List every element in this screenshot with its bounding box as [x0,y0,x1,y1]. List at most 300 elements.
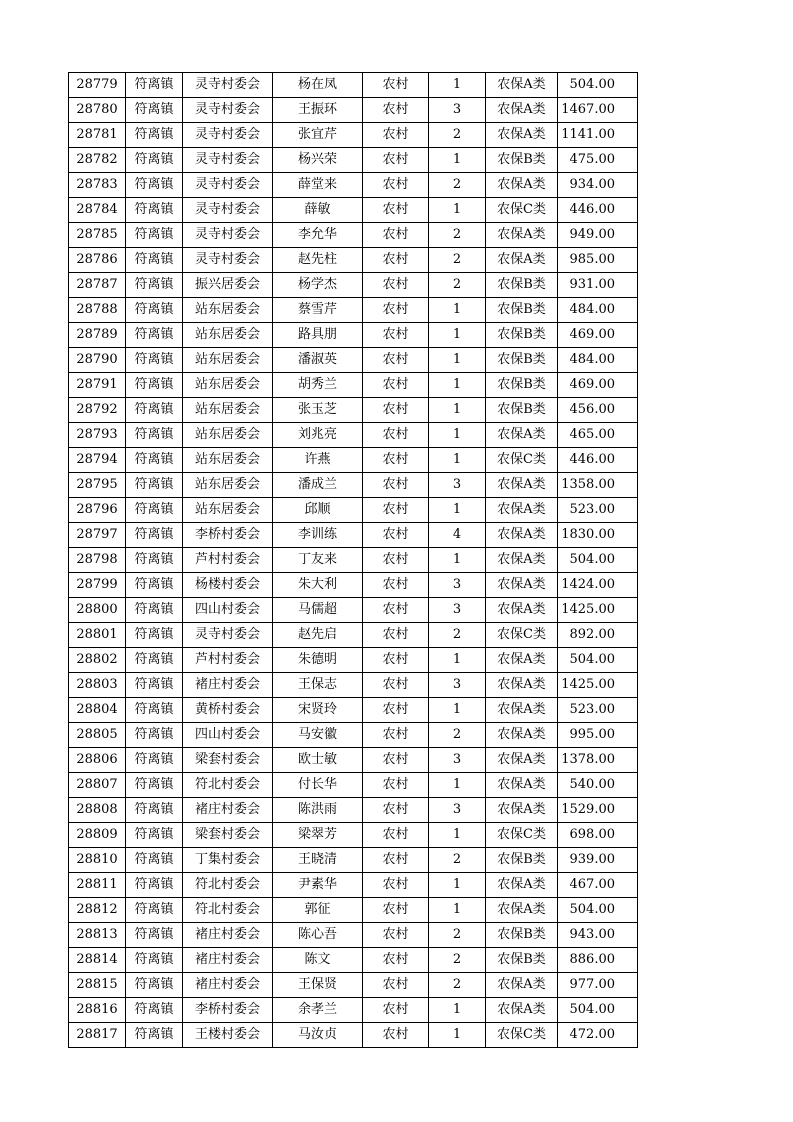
family-size-cell: 1 [429,148,486,173]
committee-cell: 站东居委会 [183,448,273,473]
table-row [69,373,638,398]
committee-cell: 四山村委会 [183,598,273,623]
serial-number-cell: 28795 [69,473,126,498]
table-row [69,548,638,573]
insurance-category-cell: 农保A类 [486,998,558,1023]
town-cell: 符离镇 [126,123,183,148]
household-type-cell: 农村 [363,573,429,598]
serial-number-cell: 28805 [69,723,126,748]
town-cell: 符离镇 [126,98,183,123]
table-row [69,773,638,798]
name-cell: 邱顺 [273,498,363,523]
household-type-cell: 农村 [363,123,429,148]
committee-cell: 黄桥村委会 [183,698,273,723]
table-row [69,298,638,323]
amount-cell: 1529.00 [558,798,638,823]
serial-number-cell: 28793 [69,423,126,448]
table-row [69,248,638,273]
name-cell: 马儒超 [273,598,363,623]
table-row [69,498,638,523]
serial-number-cell: 28808 [69,798,126,823]
name-cell: 陈洪雨 [273,798,363,823]
amount-cell: 504.00 [558,998,638,1023]
amount-cell: 472.00 [558,1023,638,1048]
household-type-cell: 农村 [363,723,429,748]
name-cell: 胡秀兰 [273,373,363,398]
committee-cell: 站东居委会 [183,348,273,373]
household-type-cell: 农村 [363,598,429,623]
town-cell: 符离镇 [126,898,183,923]
name-cell: 潘成兰 [273,473,363,498]
name-cell: 马安徽 [273,723,363,748]
town-cell: 符离镇 [126,448,183,473]
insurance-category-cell: 农保A类 [486,473,558,498]
committee-cell: 四山村委会 [183,723,273,748]
insurance-category-cell: 农保A类 [486,798,558,823]
family-size-cell: 1 [429,873,486,898]
amount-cell: 504.00 [558,898,638,923]
household-type-cell: 农村 [363,998,429,1023]
town-cell: 符离镇 [126,698,183,723]
serial-number-cell: 28791 [69,373,126,398]
amount-cell: 939.00 [558,848,638,873]
insurance-category-cell: 农保C类 [486,623,558,648]
household-type-cell: 农村 [363,848,429,873]
committee-cell: 芦村村委会 [183,548,273,573]
name-cell: 杨学杰 [273,273,363,298]
town-cell: 符离镇 [126,648,183,673]
name-cell: 路具朋 [273,323,363,348]
town-cell: 符离镇 [126,398,183,423]
amount-cell: 504.00 [558,73,638,98]
committee-cell: 褚庄村委会 [183,923,273,948]
name-cell: 薛堂来 [273,173,363,198]
insurance-category-cell: 农保A类 [486,773,558,798]
table-row [69,148,638,173]
household-type-cell: 农村 [363,498,429,523]
family-size-cell: 3 [429,573,486,598]
committee-cell: 灵寺村委会 [183,98,273,123]
name-cell: 陈文 [273,948,363,973]
family-size-cell: 1 [429,998,486,1023]
name-cell: 张宜芹 [273,123,363,148]
town-cell: 符离镇 [126,623,183,648]
family-size-cell: 1 [429,648,486,673]
amount-cell: 504.00 [558,548,638,573]
committee-cell: 站东居委会 [183,373,273,398]
name-cell: 梁翠芳 [273,823,363,848]
town-cell: 符离镇 [126,73,183,98]
name-cell: 付长华 [273,773,363,798]
table-row [69,173,638,198]
serial-number-cell: 28789 [69,323,126,348]
insurance-category-cell: 农保A类 [486,723,558,748]
family-size-cell: 1 [429,898,486,923]
table-row [69,998,638,1023]
insurance-category-cell: 农保C类 [486,448,558,473]
serial-number-cell: 28798 [69,548,126,573]
amount-cell: 934.00 [558,173,638,198]
town-cell: 符离镇 [126,723,183,748]
table-row [69,823,638,848]
serial-number-cell: 28806 [69,748,126,773]
insurance-category-cell: 农保A类 [486,598,558,623]
household-type-cell: 农村 [363,348,429,373]
name-cell: 丁友来 [273,548,363,573]
insurance-category-cell: 农保A类 [486,248,558,273]
serial-number-cell: 28783 [69,173,126,198]
insurance-category-cell: 农保B类 [486,273,558,298]
amount-cell: 469.00 [558,323,638,348]
name-cell: 赵先启 [273,623,363,648]
amount-cell: 995.00 [558,723,638,748]
table-row [69,748,638,773]
town-cell: 符离镇 [126,998,183,1023]
table-row [69,1023,638,1048]
town-cell: 符离镇 [126,848,183,873]
household-type-cell: 农村 [363,98,429,123]
table-row [69,898,638,923]
town-cell: 符离镇 [126,823,183,848]
committee-cell: 丁集村委会 [183,848,273,873]
serial-number-cell: 28784 [69,198,126,223]
family-size-cell: 1 [429,448,486,473]
committee-cell: 站东居委会 [183,498,273,523]
serial-number-cell: 28781 [69,123,126,148]
table-row [69,848,638,873]
committee-cell: 灵寺村委会 [183,148,273,173]
town-cell: 符离镇 [126,248,183,273]
committee-cell: 褚庄村委会 [183,673,273,698]
town-cell: 符离镇 [126,148,183,173]
town-cell: 符离镇 [126,948,183,973]
family-size-cell: 3 [429,98,486,123]
committee-cell: 站东居委会 [183,473,273,498]
household-type-cell: 农村 [363,623,429,648]
amount-cell: 446.00 [558,198,638,223]
insurance-category-cell: 农保B类 [486,323,558,348]
name-cell: 赵先柱 [273,248,363,273]
town-cell: 符离镇 [126,273,183,298]
committee-cell: 灵寺村委会 [183,223,273,248]
table-row [69,598,638,623]
amount-cell: 465.00 [558,423,638,448]
committee-cell: 芦村村委会 [183,648,273,673]
serial-number-cell: 28810 [69,848,126,873]
committee-cell: 符北村委会 [183,898,273,923]
insurance-category-cell: 农保A类 [486,223,558,248]
serial-number-cell: 28802 [69,648,126,673]
household-type-cell: 农村 [363,873,429,898]
town-cell: 符离镇 [126,573,183,598]
committee-cell: 褚庄村委会 [183,798,273,823]
relief-roster-table [68,72,638,1048]
amount-cell: 1425.00 [558,598,638,623]
household-type-cell: 农村 [363,173,429,198]
serial-number-cell: 28790 [69,348,126,373]
household-type-cell: 农村 [363,798,429,823]
family-size-cell: 1 [429,1023,486,1048]
family-size-cell: 2 [429,973,486,998]
amount-cell: 698.00 [558,823,638,848]
amount-cell: 456.00 [558,398,638,423]
table-row [69,98,638,123]
serial-number-cell: 28811 [69,873,126,898]
name-cell: 潘淑英 [273,348,363,373]
serial-number-cell: 28797 [69,523,126,548]
household-type-cell: 农村 [363,923,429,948]
name-cell: 李允华 [273,223,363,248]
insurance-category-cell: 农保B类 [486,373,558,398]
amount-cell: 446.00 [558,448,638,473]
table-row [69,448,638,473]
town-cell: 符离镇 [126,673,183,698]
household-type-cell: 农村 [363,1023,429,1048]
serial-number-cell: 28817 [69,1023,126,1048]
amount-cell: 523.00 [558,698,638,723]
serial-number-cell: 28782 [69,148,126,173]
amount-cell: 523.00 [558,498,638,523]
name-cell: 刘兆亮 [273,423,363,448]
committee-cell: 褚庄村委会 [183,973,273,998]
household-type-cell: 农村 [363,323,429,348]
town-cell: 符离镇 [126,598,183,623]
serial-number-cell: 28785 [69,223,126,248]
name-cell: 余孝兰 [273,998,363,1023]
household-type-cell: 农村 [363,373,429,398]
family-size-cell: 1 [429,548,486,573]
insurance-category-cell: 农保A类 [486,423,558,448]
committee-cell: 灵寺村委会 [183,623,273,648]
amount-cell: 949.00 [558,223,638,248]
table-row [69,798,638,823]
name-cell: 许燕 [273,448,363,473]
committee-cell: 梁套村委会 [183,823,273,848]
household-type-cell: 农村 [363,973,429,998]
committee-cell: 李桥村委会 [183,523,273,548]
town-cell: 符离镇 [126,798,183,823]
insurance-category-cell: 农保B类 [486,148,558,173]
committee-cell: 站东居委会 [183,323,273,348]
table-row [69,348,638,373]
family-size-cell: 1 [429,73,486,98]
amount-cell: 475.00 [558,148,638,173]
name-cell: 欧士敏 [273,748,363,773]
amount-cell: 1378.00 [558,748,638,773]
name-cell: 王振环 [273,98,363,123]
amount-cell: 504.00 [558,648,638,673]
insurance-category-cell: 农保A类 [486,548,558,573]
name-cell: 陈心吾 [273,923,363,948]
table-row [69,423,638,448]
amount-cell: 469.00 [558,373,638,398]
town-cell: 符离镇 [126,198,183,223]
town-cell: 符离镇 [126,473,183,498]
household-type-cell: 农村 [363,473,429,498]
amount-cell: 977.00 [558,973,638,998]
name-cell: 杨在凤 [273,73,363,98]
insurance-category-cell: 农保A类 [486,498,558,523]
town-cell: 符离镇 [126,1023,183,1048]
family-size-cell: 2 [429,123,486,148]
table-row [69,623,638,648]
town-cell: 符离镇 [126,373,183,398]
serial-number-cell: 28815 [69,973,126,998]
serial-number-cell: 28794 [69,448,126,473]
family-size-cell: 1 [429,348,486,373]
table-row [69,198,638,223]
household-type-cell: 农村 [363,273,429,298]
table-row [69,948,638,973]
amount-cell: 1424.00 [558,573,638,598]
family-size-cell: 2 [429,273,486,298]
name-cell: 王晓清 [273,848,363,873]
family-size-cell: 4 [429,523,486,548]
amount-cell: 1141.00 [558,123,638,148]
name-cell: 王保志 [273,673,363,698]
household-type-cell: 农村 [363,698,429,723]
insurance-category-cell: 农保B类 [486,948,558,973]
table-row [69,573,638,598]
household-type-cell: 农村 [363,948,429,973]
household-type-cell: 农村 [363,898,429,923]
town-cell: 符离镇 [126,873,183,898]
table-row [69,123,638,148]
amount-cell: 1467.00 [558,98,638,123]
family-size-cell: 2 [429,248,486,273]
insurance-category-cell: 农保A类 [486,673,558,698]
household-type-cell: 农村 [363,248,429,273]
household-type-cell: 农村 [363,673,429,698]
committee-cell: 符北村委会 [183,773,273,798]
committee-cell: 站东居委会 [183,423,273,448]
town-cell: 符离镇 [126,223,183,248]
family-size-cell: 2 [429,848,486,873]
household-type-cell: 农村 [363,773,429,798]
amount-cell: 1830.00 [558,523,638,548]
family-size-cell: 2 [429,173,486,198]
serial-number-cell: 28779 [69,73,126,98]
committee-cell: 梁套村委会 [183,748,273,773]
committee-cell: 灵寺村委会 [183,198,273,223]
insurance-category-cell: 农保B类 [486,848,558,873]
name-cell: 李训练 [273,523,363,548]
town-cell: 符离镇 [126,548,183,573]
committee-cell: 站东居委会 [183,298,273,323]
serial-number-cell: 28799 [69,573,126,598]
name-cell: 朱大利 [273,573,363,598]
insurance-category-cell: 农保B类 [486,298,558,323]
family-size-cell: 2 [429,948,486,973]
table-row [69,648,638,673]
table-row [69,323,638,348]
household-type-cell: 农村 [363,398,429,423]
amount-cell: 484.00 [558,298,638,323]
family-size-cell: 2 [429,923,486,948]
insurance-category-cell: 农保A类 [486,748,558,773]
amount-cell: 1425.00 [558,673,638,698]
name-cell: 薛敏 [273,198,363,223]
serial-number-cell: 28780 [69,98,126,123]
amount-cell: 985.00 [558,248,638,273]
household-type-cell: 农村 [363,548,429,573]
household-type-cell: 农村 [363,523,429,548]
serial-number-cell: 28812 [69,898,126,923]
household-type-cell: 农村 [363,223,429,248]
family-size-cell: 2 [429,623,486,648]
insurance-category-cell: 农保B类 [486,923,558,948]
serial-number-cell: 28803 [69,673,126,698]
family-size-cell: 3 [429,798,486,823]
committee-cell: 灵寺村委会 [183,248,273,273]
name-cell: 郭征 [273,898,363,923]
committee-cell: 灵寺村委会 [183,73,273,98]
family-size-cell: 1 [429,198,486,223]
committee-cell: 站东居委会 [183,398,273,423]
committee-cell: 振兴居委会 [183,273,273,298]
name-cell: 朱德明 [273,648,363,673]
family-size-cell: 1 [429,773,486,798]
family-size-cell: 2 [429,723,486,748]
insurance-category-cell: 农保C类 [486,1023,558,1048]
name-cell: 尹素华 [273,873,363,898]
town-cell: 符离镇 [126,298,183,323]
family-size-cell: 1 [429,373,486,398]
table-row [69,973,638,998]
household-type-cell: 农村 [363,423,429,448]
family-size-cell: 1 [429,398,486,423]
table-body [69,73,638,1048]
insurance-category-cell: 农保A类 [486,123,558,148]
table-row [69,398,638,423]
table-row [69,73,638,98]
insurance-category-cell: 农保A类 [486,523,558,548]
family-size-cell: 1 [429,498,486,523]
table-row [69,673,638,698]
table-row [69,473,638,498]
amount-cell: 484.00 [558,348,638,373]
insurance-category-cell: 农保B类 [486,398,558,423]
town-cell: 符离镇 [126,423,183,448]
committee-cell: 李桥村委会 [183,998,273,1023]
town-cell: 符离镇 [126,498,183,523]
family-size-cell: 3 [429,598,486,623]
serial-number-cell: 28807 [69,773,126,798]
table-row [69,873,638,898]
name-cell: 杨兴荣 [273,148,363,173]
serial-number-cell: 28787 [69,273,126,298]
household-type-cell: 农村 [363,148,429,173]
name-cell: 蔡雪芹 [273,298,363,323]
town-cell: 符离镇 [126,523,183,548]
committee-cell: 灵寺村委会 [183,123,273,148]
insurance-category-cell: 农保C类 [486,823,558,848]
serial-number-cell: 28788 [69,298,126,323]
committee-cell: 灵寺村委会 [183,173,273,198]
insurance-category-cell: 农保A类 [486,873,558,898]
name-cell: 王保贤 [273,973,363,998]
amount-cell: 892.00 [558,623,638,648]
table-row [69,273,638,298]
household-type-cell: 农村 [363,73,429,98]
family-size-cell: 1 [429,323,486,348]
town-cell: 符离镇 [126,773,183,798]
table-row [69,723,638,748]
family-size-cell: 1 [429,823,486,848]
household-type-cell: 农村 [363,448,429,473]
amount-cell: 886.00 [558,948,638,973]
amount-cell: 467.00 [558,873,638,898]
